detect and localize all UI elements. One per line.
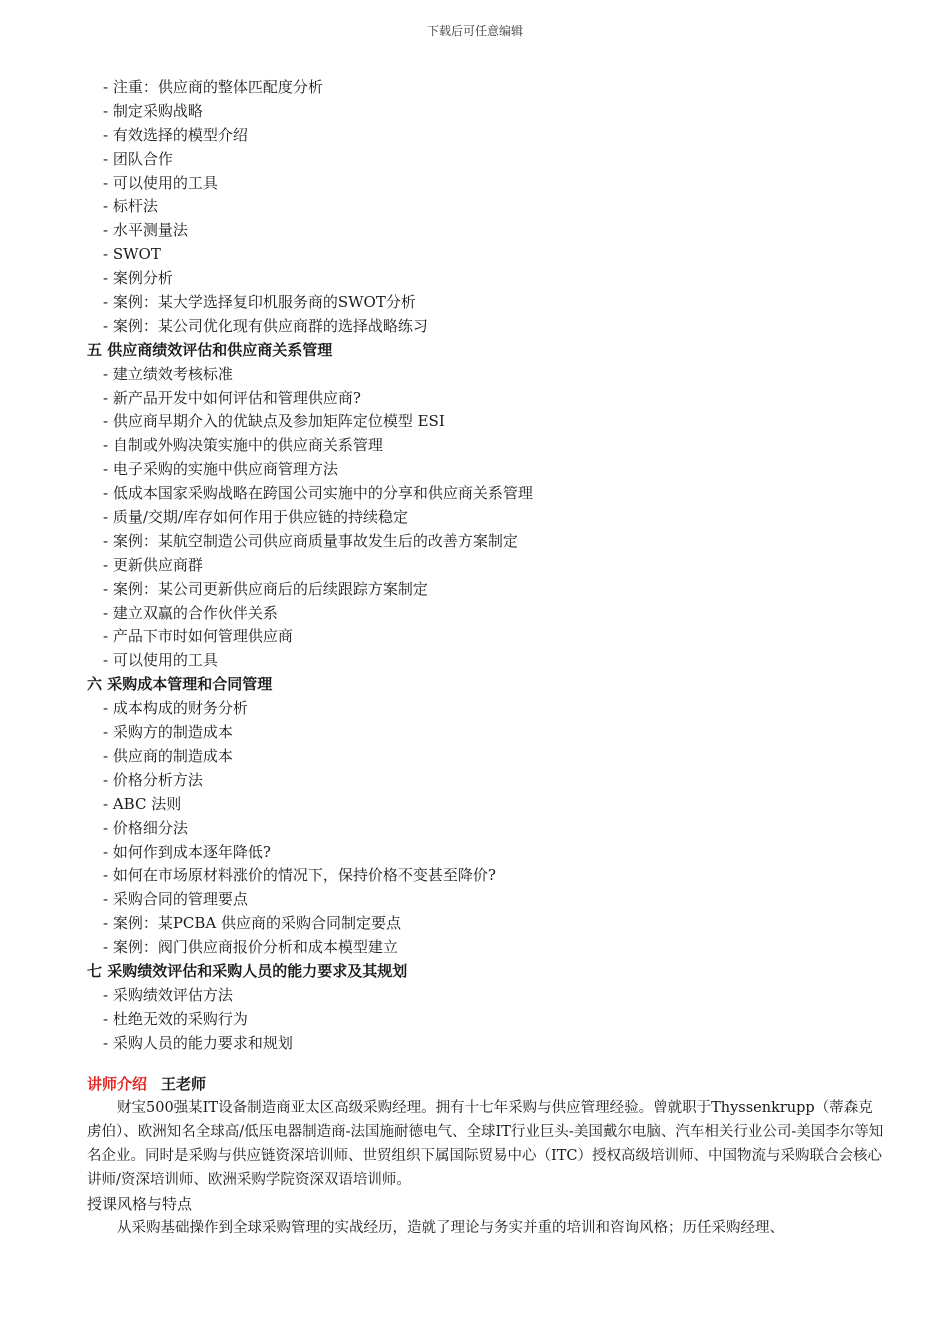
list-item: - 案例：某PCBA 供应商的采购合同制定要点 bbox=[103, 914, 402, 933]
list-item: - 案例分析 bbox=[103, 269, 173, 288]
section5-list bbox=[87, 363, 887, 674]
list-item: - 采购人员的能力要求和规划 bbox=[103, 1033, 293, 1052]
list-item: - 杜绝无效的采购行为 bbox=[103, 1009, 248, 1028]
list-item: - 价格细分法 bbox=[103, 818, 188, 837]
list-item: - 团队合作 bbox=[103, 149, 173, 168]
list-item: - 供应商的制造成本 bbox=[103, 746, 233, 765]
list-item: - 自制或外购决策实施中的供应商关系管理 bbox=[103, 436, 383, 455]
list-item: - 供应商早期介入的优缺点及参加矩阵定位模型 ESI bbox=[103, 412, 445, 431]
list-item: - 案例：阀门供应商报价分析和成本模型建立 bbox=[103, 938, 398, 957]
list-item: - 标杆法 bbox=[103, 197, 158, 216]
list-item: - 电子采购的实施中供应商管理方法 bbox=[103, 460, 338, 479]
section6-heading: 六 采购成本管理和合同管理 bbox=[87, 675, 273, 694]
list-item: - 注重：供应商的整体匹配度分析 bbox=[103, 78, 323, 96]
list-item: - 新产品开发中如何评估和管理供应商? bbox=[103, 388, 361, 407]
teaching-style-text: 从采购基础操作到全球采购管理的实战经历，造就了理论与务实并重的培训和咨询风格；历任采购经理、 bbox=[117, 1219, 784, 1236]
list-item: - 建立双赢的合作伙伴关系 bbox=[103, 603, 278, 622]
list-item: - 采购绩效评估方法 bbox=[103, 985, 233, 1004]
list-item: - 更新供应商群 bbox=[103, 555, 203, 574]
list-item: - 采购合同的管理要点 bbox=[103, 890, 248, 909]
list-item: - 质量/交期/库存如何作用于供应链的持续稳定 bbox=[103, 508, 408, 527]
list-item: - 案例：某航空制造公司供应商质量事故发生后的改善方案制定 bbox=[103, 531, 518, 550]
list-item: - 有效选择的模型介绍 bbox=[103, 125, 248, 144]
list-item: - 如何作到成本逐年降低? bbox=[103, 842, 271, 861]
list-item: - 制定采购战略 bbox=[103, 101, 203, 120]
section5-heading: 五 供应商绩效评估和供应商关系管理 bbox=[87, 340, 333, 359]
list-item: - SWOT bbox=[103, 245, 161, 264]
list-item: - 采购方的制造成本 bbox=[103, 723, 233, 742]
instructor-bio: 财宝500强某IT设备制造商亚太区高级采购经理。拥有十七年采购与供应管理经验。曾就职于Thyssenkrupp（蒂森克虏伯）、欧洲知名全球高/低压电器制造商-法国施耐德电气、全球IT行业巨头-美国戴尔电脑、汽车相关行业公司-美国李尔等知名企业。同时是采购与供应链资深培训师、世贸组织下属国际贸易中心（ITC）授权高级培训师、中国物流与采购联合会核心讲师/资深培训师、欧洲采购学院资深双语培训师。 bbox=[87, 1099, 884, 1188]
list-item: - ABC 法则 bbox=[103, 794, 182, 813]
list-item: - 案例：某大学选择复印机服务商的SWOT分析 bbox=[103, 293, 416, 312]
list-item: - 案例：某公司优化现有供应商群的选择战略练习 bbox=[103, 316, 428, 335]
list-item: - 水平测量法 bbox=[103, 221, 188, 240]
teaching-style-heading: 授课风格与特点 bbox=[87, 1194, 193, 1213]
list-item: - 可以使用的工具 bbox=[103, 173, 218, 192]
section4-list bbox=[87, 76, 887, 339]
list-item: - 如何在市场原材料涨价的情况下，保持价格不变甚至降价? bbox=[103, 866, 496, 885]
list-item: - 成本构成的财务分析 bbox=[103, 699, 248, 718]
list-item: - 案例：某公司更新供应商后的后续跟踪方案制定 bbox=[103, 579, 428, 598]
instructor-heading bbox=[87, 1072, 887, 1096]
section6-list bbox=[87, 697, 887, 960]
instructor-name: 王老师 bbox=[161, 1074, 207, 1093]
section7-heading: 七 采购绩效评估和采购人员的能力要求及其规划 bbox=[87, 961, 408, 980]
list-item: - 价格分析方法 bbox=[103, 770, 203, 789]
page-header: 下载后可任意编辑 bbox=[426, 24, 523, 38]
list-item: - 产品下市时如何管理供应商 bbox=[103, 627, 293, 646]
list-item: - 低成本国家采购战略在跨国公司实施中的分享和供应商关系管理 bbox=[103, 484, 533, 503]
document-body bbox=[87, 76, 887, 1240]
instructor-label: 讲师介绍 bbox=[87, 1074, 148, 1093]
list-item: - 可以使用的工具 bbox=[103, 651, 218, 670]
list-item: - 建立绩效考核标准 bbox=[103, 364, 233, 383]
section7-list bbox=[87, 984, 887, 1056]
